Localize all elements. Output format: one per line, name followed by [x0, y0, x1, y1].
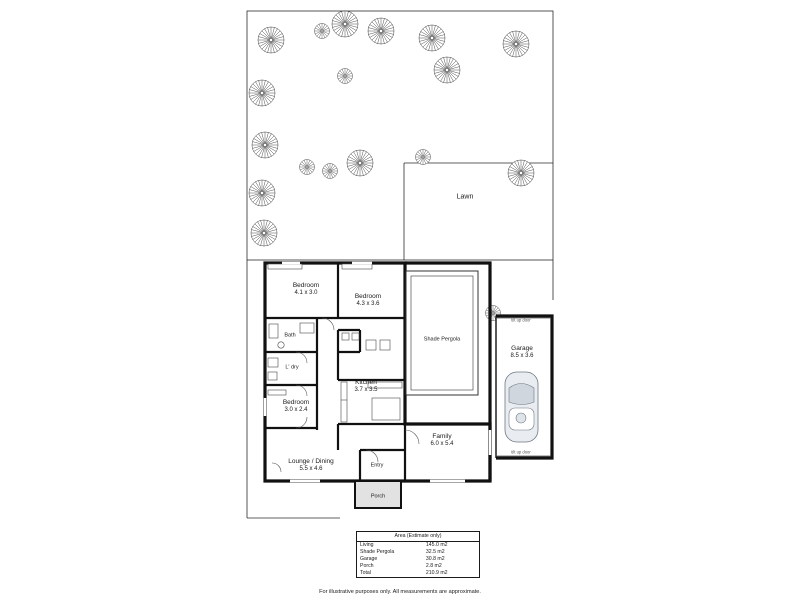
label-laundry: L' dry [285, 364, 299, 371]
area-row-value: 2.8 m2 [425, 563, 442, 570]
table-row [357, 556, 479, 563]
area-row-value: 30.8 m2 [425, 556, 445, 563]
area-row-label: Living [360, 542, 374, 549]
label-porch: Porch [370, 493, 386, 500]
area-table-title: Area (Estimate only) [357, 532, 479, 542]
area-row-value: 145.0 m2 [425, 542, 448, 549]
table-row [357, 563, 479, 570]
disclaimer-text: For illustrative purposes only. All measurements are approximate. [319, 589, 481, 595]
label-shade-pergola: Shade Pergola [423, 336, 461, 343]
label-bath: Bath [284, 332, 296, 339]
label-garage: Garage 8.5 x 3.6 [510, 345, 534, 360]
area-row-label: Total [360, 570, 371, 577]
label-tilt-up-door-bottom: tilt up door [511, 449, 531, 455]
label-lounge-dining: Lounge / Dining 5.5 x 4.6 [288, 458, 334, 473]
table-row-total [357, 570, 479, 577]
car-icon [505, 372, 538, 442]
label-tilt-up-door-top: tilt up door [511, 317, 531, 323]
label-lawn: Lawn [456, 193, 474, 201]
area-table [356, 531, 480, 578]
label-entry: Entry [370, 462, 384, 469]
table-row [357, 549, 479, 556]
label-bedroom-2: Bedroom 4.3 x 3.6 [354, 293, 382, 308]
area-row-value: 210.9 m2 [425, 570, 448, 577]
label-bedroom-3: Bedroom 3.0 x 2.4 [282, 399, 310, 414]
label-kitchen: Kitchen 3.7 x 3.5 [354, 379, 378, 394]
area-row-value: 32.5 m2 [425, 549, 445, 556]
label-family: Family 6.0 x 5.4 [430, 433, 454, 448]
table-row [357, 542, 479, 549]
label-bedroom-1: Bedroom 4.1 x 3.0 [292, 282, 320, 297]
area-row-label: Porch [360, 563, 374, 570]
area-row-label: Shade Pergola [360, 549, 395, 556]
area-row-label: Garage [360, 556, 378, 563]
